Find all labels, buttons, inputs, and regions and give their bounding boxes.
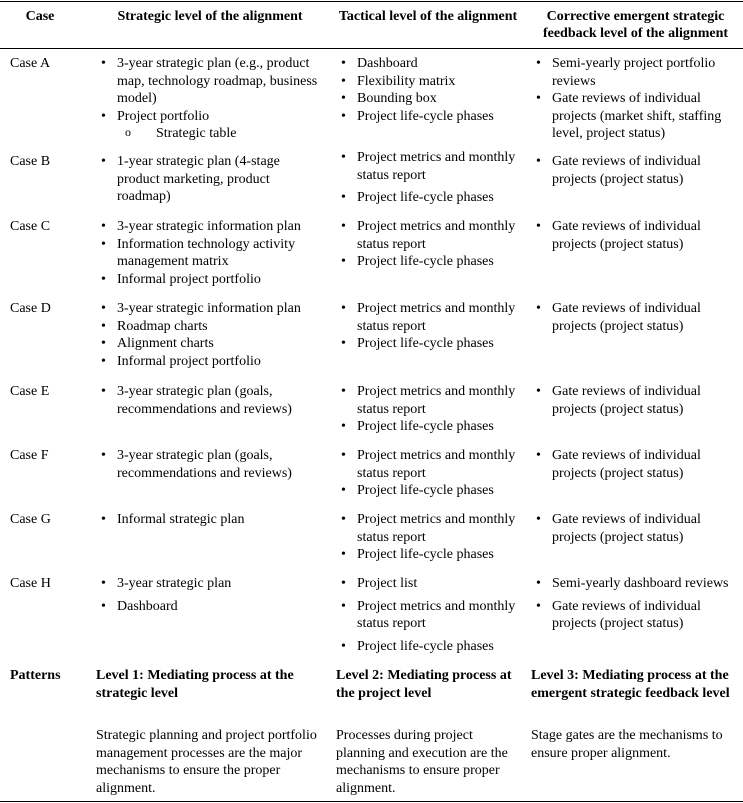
list-item: • Project life-cycle phases: [336, 108, 520, 126]
list-item: • Project life-cycle phases: [336, 546, 520, 564]
strategic-cell: [96, 383, 324, 418]
corrective-cell: [531, 511, 737, 546]
tactical-cell: [336, 575, 520, 655]
list-item: • Gate reviews of individual projects (project status): [531, 447, 737, 482]
list-item: • Informal project portfolio: [96, 271, 324, 289]
list-item: • Gate reviews of individual projects (project status): [531, 598, 737, 633]
list-item: • Project life-cycle phases: [336, 253, 520, 271]
case-name: Case F: [10, 448, 49, 463]
strategic-cell: [96, 447, 324, 482]
tactical-cell: [336, 383, 520, 436]
case-name: Case D: [10, 301, 51, 316]
patterns-label: Patterns: [10, 668, 61, 683]
corrective-cell: [531, 575, 737, 633]
tactical-cell: [336, 300, 520, 353]
list-item: • 3-year strategic plan (goals, recommendations and reviews): [96, 383, 324, 418]
list-item: • Flexibility matrix: [336, 73, 520, 91]
list-item: • Project metrics and monthly status report: [336, 447, 520, 482]
list-item: • Gate reviews of individual projects (project status): [531, 383, 737, 418]
case-name: Case A: [10, 56, 51, 71]
strategic-cell: [96, 153, 324, 206]
list-item: • Project life-cycle phases: [336, 418, 520, 436]
list-item: • Project metrics and monthly status report: [336, 149, 520, 184]
strategic-cell: [96, 55, 324, 143]
corrective-cell: [531, 447, 737, 482]
header-tactical: Tactical level of the alignment: [338, 9, 518, 24]
strategic-cell: [96, 511, 324, 529]
corrective-cell: [531, 153, 737, 188]
case-name: Case B: [10, 154, 51, 169]
tactical-cell: [336, 447, 520, 500]
header-bottom-rule: [0, 48, 743, 49]
case-name: Case E: [10, 384, 50, 399]
list-item: • Project portfolio: [96, 108, 324, 126]
tactical-cell: [336, 55, 520, 125]
list-item: • Gate reviews of individual projects (project status): [531, 300, 737, 335]
list-item: • Gate reviews of individual projects (market shift, staffing level, project status): [531, 90, 737, 143]
list-item: • Information technology activity management matrix: [96, 236, 324, 271]
case-name: Case C: [10, 219, 51, 234]
tactical-cell: [336, 149, 520, 207]
list-item: • Gate reviews of individual projects (project status): [531, 511, 737, 546]
case-name: Case G: [10, 512, 51, 527]
list-item: • Project life-cycle phases: [336, 638, 520, 656]
header-strategic: Strategic level of the alignment: [117, 9, 303, 24]
list-item: • 3-year strategic information plan: [96, 300, 324, 318]
list-item: • Gate reviews of individual projects (project status): [531, 218, 737, 253]
level3-text: Stage gates are the mechanisms to ensure proper alignment.: [531, 728, 723, 761]
header-corrective: Corrective emergent strategic feedback level of the alignment: [542, 9, 729, 41]
table-bottom-rule: [0, 801, 743, 802]
list-item: • Project list: [336, 575, 520, 593]
list-item: • Project life-cycle phases: [336, 189, 520, 207]
list-item: • Dashboard: [336, 55, 520, 73]
list-item: • Project life-cycle phases: [336, 482, 520, 500]
level2-title: Level 2: Mediating process at the project level: [336, 668, 512, 701]
list-item: • Project metrics and monthly status report: [336, 383, 520, 418]
list-item: • Roadmap charts: [96, 318, 324, 336]
list-item: • 3-year strategic information plan: [96, 218, 324, 236]
sub-list-item: o Strategic table: [96, 125, 324, 143]
list-item: • 3-year strategic plan (e.g., product map, technology roadmap, business model): [96, 55, 324, 108]
header-case: Case: [25, 9, 55, 24]
list-item: • Project life-cycle phases: [336, 335, 520, 353]
tactical-cell: [336, 218, 520, 271]
list-item: • 3-year strategic plan: [96, 575, 324, 593]
list-item: • Project metrics and monthly status report: [336, 511, 520, 546]
case-name: Case H: [10, 576, 51, 591]
list-item: • Bounding box: [336, 90, 520, 108]
level2-text: Processes during project planning and execution are the mechanisms to ensure proper alignment.: [336, 728, 508, 796]
tactical-cell: [336, 511, 520, 564]
list-item: • Informal project portfolio: [96, 353, 324, 371]
list-item: • 1-year strategic plan (4-stage product marketing, product roadmap): [96, 153, 324, 206]
strategic-cell: [96, 218, 324, 288]
list-item: • Dashboard: [96, 598, 324, 616]
list-item: • Semi-yearly project portfolio reviews: [531, 55, 737, 90]
list-item: • 3-year strategic plan (goals, recommendations and reviews): [96, 447, 324, 482]
corrective-cell: [531, 300, 737, 335]
strategic-cell: [96, 575, 324, 615]
list-item: • Alignment charts: [96, 335, 324, 353]
corrective-cell: [531, 383, 737, 418]
list-item: • Semi-yearly dashboard reviews: [531, 575, 737, 593]
level3-title: Level 3: Mediating process at the emergent strategic feedback level: [531, 668, 730, 701]
list-item: • Project metrics and monthly status report: [336, 598, 520, 633]
level1-text: Strategic planning and project portfolio management processes are the major mechanisms to ensure the proper alignment.: [96, 728, 317, 796]
level1-title: Level 1: Mediating process at the strategic level: [96, 668, 294, 701]
list-item: • Project metrics and monthly status report: [336, 218, 520, 253]
list-item: • Informal strategic plan: [96, 511, 324, 529]
strategic-cell: [96, 300, 324, 370]
corrective-cell: [531, 55, 737, 143]
list-item: • Project metrics and monthly status report: [336, 300, 520, 335]
table-top-rule: [0, 1, 743, 2]
list-item: • Gate reviews of individual projects (project status): [531, 153, 737, 188]
corrective-cell: [531, 218, 737, 253]
